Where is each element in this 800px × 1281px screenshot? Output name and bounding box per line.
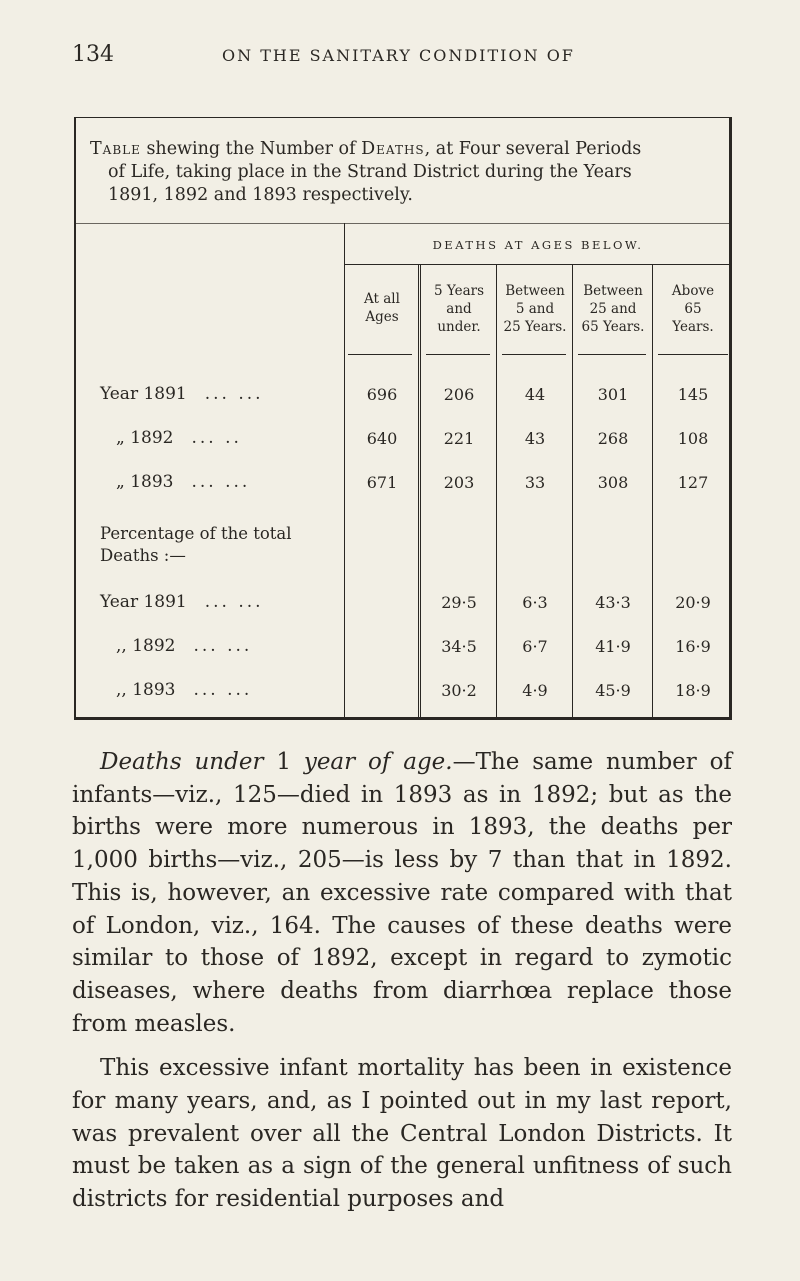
table-cell: 221 — [443, 429, 475, 448]
header-rule — [658, 354, 728, 355]
row-leader: ... ... — [193, 680, 253, 700]
row-label: „ 1893 — [116, 472, 174, 492]
table-cell: 4·9 — [522, 681, 548, 700]
page-header — [72, 42, 732, 72]
table-cell: 640 — [366, 429, 398, 448]
table-cell: 203 — [443, 473, 475, 492]
table-cell: 671 — [366, 473, 398, 492]
table-cell: 18·9 — [675, 681, 711, 700]
caption-word-deaths: Deaths — [361, 139, 425, 159]
table-caption — [90, 138, 720, 207]
column-divider — [572, 264, 573, 719]
caption-part: shewing the Number of — [140, 139, 362, 159]
table-cell: 108 — [677, 429, 709, 448]
row-leader: ... ... — [193, 636, 253, 656]
table-cell: 16·9 — [675, 637, 711, 656]
table-cell: 33 — [524, 473, 546, 492]
column-divider — [418, 264, 419, 719]
table-cell: 20·9 — [675, 593, 711, 612]
row-label: ,, 1892 — [116, 636, 176, 656]
percentage-label: Percentage of the total Deaths :— — [100, 524, 292, 565]
row-label: Year 1891 — [100, 592, 187, 612]
row-label: ,, 1893 — [116, 680, 176, 700]
table-cell: 45·9 — [595, 681, 631, 700]
table-cell: 34·5 — [441, 637, 477, 656]
column-divider — [420, 264, 421, 719]
table-cell: 268 — [597, 429, 629, 448]
row-leader: ... ... — [191, 472, 251, 492]
group-rule — [344, 264, 732, 265]
table-cell: 41·9 — [595, 637, 631, 656]
row-leader: ... .. — [191, 428, 242, 448]
header-rule — [348, 354, 412, 355]
table-cell: 44 — [524, 385, 546, 404]
col-head-5-25: Between 5 and 25 Years. — [503, 283, 567, 335]
table-cell: 206 — [443, 385, 475, 404]
section-heading: year of age. — [303, 749, 453, 775]
section-heading: Deaths under — [100, 749, 264, 775]
table-cell: 6·7 — [522, 637, 548, 656]
col-head-above-65: Above 65 Years. — [671, 283, 715, 335]
header-rule — [426, 354, 490, 355]
row-leader: ... ... — [204, 592, 264, 612]
page-number: 134 — [72, 42, 114, 67]
col-head-25-65: Between 25 and 65 Years. — [581, 283, 645, 335]
running-title: ON THE SANITARY CONDITION OF — [222, 46, 575, 65]
table-cell: 301 — [597, 385, 629, 404]
table-cell: 127 — [677, 473, 709, 492]
caption-line: 1891, 1892 and 1893 respectively. — [108, 185, 413, 205]
row-label: „ 1892 — [116, 428, 174, 448]
deaths-table — [74, 117, 732, 720]
table-cell: 696 — [366, 385, 398, 404]
row-leader: ... ... — [204, 384, 264, 404]
column-divider — [344, 223, 345, 719]
table-cell: 43 — [524, 429, 546, 448]
table-cell: 43·3 — [595, 593, 631, 612]
table-cell: 30·2 — [441, 681, 477, 700]
body-text — [72, 746, 732, 1216]
paragraph-mortality: This excessive infant mortality has been in existence for many years, and, as I pointed out in my last report, was prevalent over all the Central London Districts. It must be taken as a sign of the general unfitness of such districts for residential purposes and — [72, 1055, 732, 1213]
caption-part: , at Four several Periods — [424, 139, 642, 159]
table-cell: 29·5 — [441, 593, 477, 612]
column-divider — [496, 264, 497, 719]
caption-word-table: Table — [90, 139, 141, 159]
header-rule — [578, 354, 646, 355]
table-cell: 6·3 — [522, 593, 548, 612]
table-cell: 145 — [677, 385, 709, 404]
header-rule — [502, 354, 566, 355]
table-cell: 308 — [597, 473, 629, 492]
col-head-5-under: 5 Years and under. — [433, 283, 485, 335]
column-divider — [652, 264, 653, 719]
col-head-all-ages: At all Ages — [364, 291, 400, 325]
caption-line: of Life, taking place in the Strand District during the Years — [108, 162, 632, 182]
paragraph-infant-deaths: Deaths under 1 year of age.—The same number of infants—viz., 125—died in 1893 as in 1892; but as the births were more numerous in 1893, the deaths per 1,000 births—viz., 205—is less by 7 than that in 1892. This is, however, an excessive rate compared with that of London, viz., 164. The causes of these deaths were similar to those of 1892, except in regard to zymotic diseases, where deaths from diarrhœa replace those from measles. — [72, 749, 733, 1037]
caption-rule — [76, 223, 729, 224]
group-heading: DEATHS AT AGES BELOW. — [432, 238, 644, 252]
row-label: Year 1891 — [100, 384, 187, 404]
